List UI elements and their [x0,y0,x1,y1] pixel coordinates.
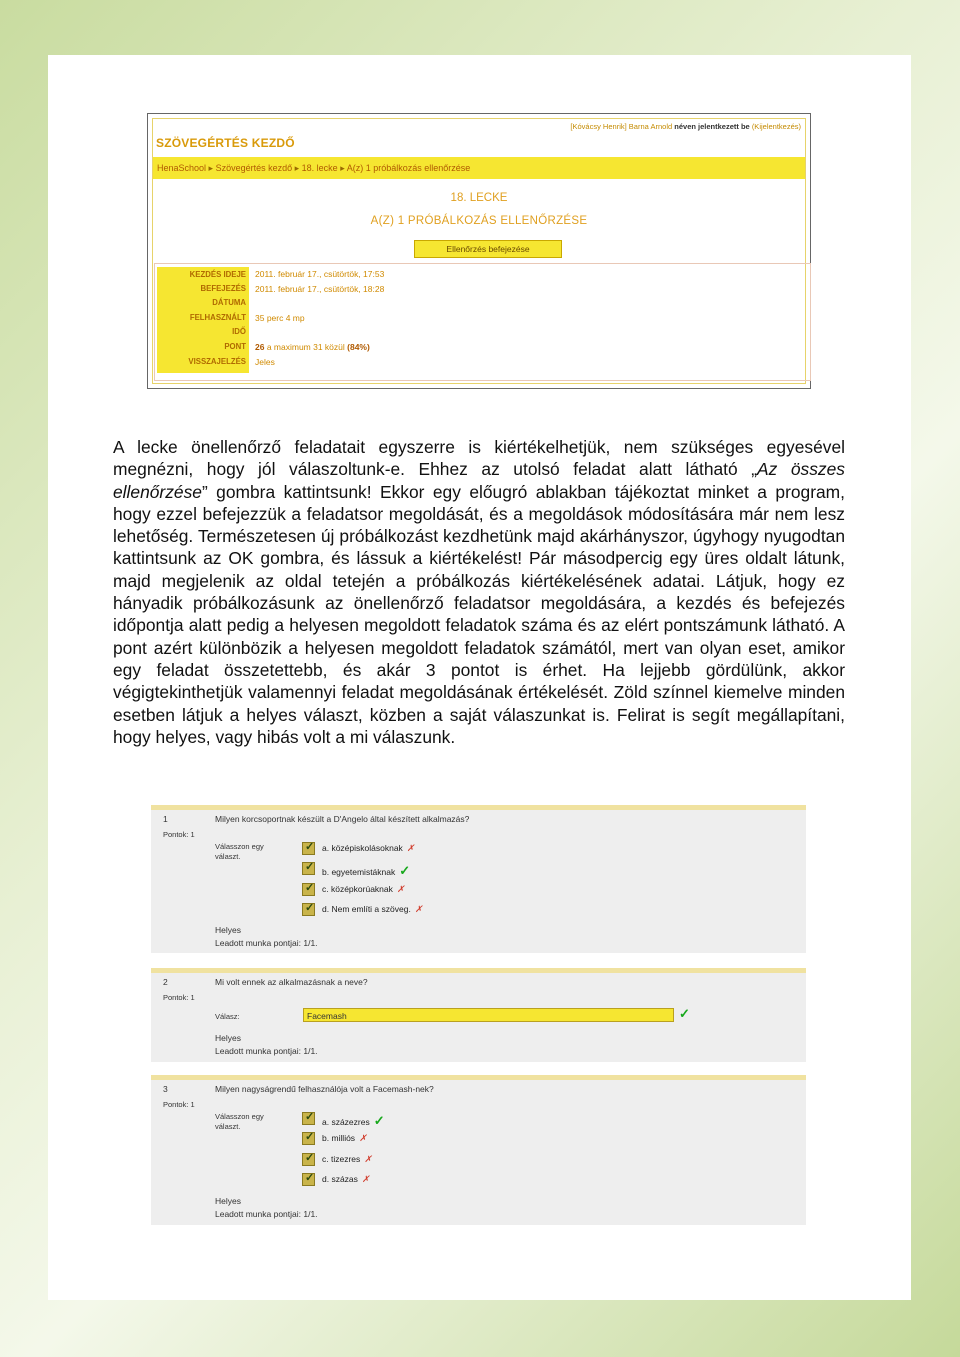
question-text: Mi volt ennek az alkalmazásnak a neve? [215,977,368,987]
wrong-mark-icon: ✗ [361,1174,370,1184]
wrong-mark-icon: ✗ [364,1154,372,1164]
option-label: d. Nem említi a szöveg. [322,904,411,914]
correct-mark-icon: ✓ [373,1113,385,1128]
checkbox-icon[interactable] [302,1153,315,1166]
choose-instruction: Válasszon egy választ. [215,842,264,861]
user-name: Barna Arnold [628,122,673,131]
answer-input[interactable]: Facemash [303,1008,674,1022]
attempt-summary-screenshot [147,113,811,389]
score-label: Leadott munka pontjai: 1/1. [215,1209,318,1219]
question-points: Pontok: 1 [163,1100,195,1109]
option-label: b. milliós [322,1133,356,1143]
paragraph-part-2: ” gombra kattintsunk! Ekkor egy előugró ablakban tájékoztat minket a program, hogy ezzel befejezzük a feladatsor megoldását, és a megoldások módosítására már nem lesz lehetőség. Természetesen új próbálkozást kezdhetünk majd akárhányszor, úgyhogy nyugodtan kattintsunk az OK gombra, és lássuk a kiértékelést! Pár másodpercig egy üres oldalt látunk, majd megjelenik az oldal tetején a próbálkozás kiértékelésének adatai. Látjuk, hogy ez hányadik próbálkozásunk az önellenőrző feladatsor megoldására, a kezdés és befejezés időpontja alatt pedig a helyesen megoldott feladatok száma és az elért pontszámunk látható. A pont azért különbözik a helyesen megoldott feladatok számától, mert van olyan eset, amikor egy feladat összetettebb, és akár 3 pontot is érhet. Ha lejjebb gördülünk, akkor végigtekinthetjük valamennyi feladat megoldásának értékelését. Zöld színnel kiemelve minden esetben látjuk a helyes választ, közben a saját válaszunkat is. Felirat is segít megállapítani, hogy helyes, vagy hibás volt a mi válaszunk. [113,481,845,747]
checkbox-icon[interactable] [302,1173,315,1186]
wrong-mark-icon: ✗ [414,904,423,914]
question-card-3 [151,1075,806,1225]
document-page [48,55,911,1300]
value-feedback: Jeles [255,357,275,367]
attempt-heading: A(Z) 1 PRÓBÁLKOZÁS ELLENŐRZÉSE [370,215,588,227]
breadcrumb-lesson[interactable]: 18. lecke [301,163,338,173]
result-label: Helyes [215,1033,241,1043]
checkbox-icon[interactable] [302,903,315,916]
option-label: c. tizezres [322,1154,361,1164]
option-label: a. középiskolásoknak [322,843,403,853]
site-header [153,119,805,155]
option-label: c. középkorúaknak [322,884,393,894]
value-finish: 2011. február 17., csütörtök, 18:28 [255,284,385,294]
user-link[interactable]: [Kóvácsy Henrik] [570,122,627,131]
result-label: Helyes [215,1196,241,1206]
value-start: 2011. február 17., csütörtök, 17:53 [255,269,385,279]
label-start: KEZDÉS IDEJE [189,270,246,279]
logout-link[interactable]: (Kijelentkezés) [751,122,801,131]
checkbox-icon[interactable] [302,1132,315,1145]
option-label: b. egyetemistáknak [322,867,396,877]
body-paragraph [113,436,845,748]
checkbox-icon[interactable] [302,883,315,896]
question-strip [151,1075,806,1080]
question-number: 2 [163,977,168,987]
paragraph-italic: Az összes ellenőrzése [113,459,845,502]
wrong-mark-icon: ✗ [406,843,415,853]
question-strip [151,805,806,810]
breadcrumb-course[interactable]: Szövegértés kezdő [215,163,293,173]
correct-mark-icon: ✓ [679,1006,690,1021]
checkbox-icon[interactable] [302,862,315,875]
label-used: FELHASZNÁLT [189,313,246,322]
points-percent: (84%) [347,342,370,352]
option-label: a. százezres [322,1117,370,1127]
paragraph-part-1: A lecke önellenőrző feladatait egyszerre is kiértékelhetjük, nem szükséges egyesével megnézni, hogy jól válaszoltunk-e. Ehhez az utolsó feladat alatt látható „ [113,437,845,480]
correct-mark-icon: ✓ [399,863,411,878]
value-points [255,342,370,352]
attempt-info-table [154,263,811,381]
checkbox-icon[interactable] [302,842,315,855]
lesson-heading: 18. LECKE [450,192,508,204]
choose-instruction: Válasszon egy választ. [215,1112,264,1131]
question-points: Pontok: 1 [163,830,195,839]
label-finish: BEFEJEZÉS [200,284,246,293]
question-card-1 [151,805,806,953]
label-time: IDŐ [232,327,246,336]
wrong-mark-icon: ✗ [396,884,405,894]
course-title: SZÖVEGÉRTÉS KEZDŐ [156,136,295,150]
finish-review-button[interactable]: Ellenőrzés befejezése [414,240,562,258]
question-text: Milyen nagyságrendű felhasználója volt a Facemash-nek? [215,1084,434,1094]
login-info [570,122,801,131]
checkbox-icon[interactable] [302,1112,315,1125]
score-label: Leadott munka pontjai: 1/1. [215,1046,318,1056]
breadcrumb: HenaSchool ▸ Szövegértés kezdő ▸ 18. lecke ▸ A(z) 1 próbálkozás ellenőrzése [153,157,805,179]
login-status: néven jelentkezett be [674,122,750,131]
question-points: Pontok: 1 [163,993,195,1002]
wrong-mark-icon: ✗ [359,1133,367,1143]
question-strip [151,968,806,973]
points-earned: 26 [255,342,265,352]
breadcrumb-home[interactable]: HenaSchool [157,163,207,173]
result-label: Helyes [215,925,241,935]
value-time: 35 perc 4 mp [255,313,305,323]
label-date: DÁTUMA [212,298,246,307]
breadcrumb-attempt: A(z) 1 próbálkozás ellenőrzése [346,163,471,173]
answer-label: Válasz: [215,1012,240,1021]
score-label: Leadott munka pontjai: 1/1. [215,938,318,948]
question-text: Milyen korcsoportnak készült a D'Angelo által készített alkalmazás? [215,814,470,824]
points-max: a maximum 31 közül [264,342,348,352]
question-number: 3 [163,1084,168,1094]
info-labels-column [157,267,249,373]
question-card-2 [151,968,806,1062]
question-number: 1 [163,814,168,824]
label-feedback: VISSZAJELZÉS [188,357,246,366]
label-points: PONT [224,342,246,351]
option-label: d. százas [322,1174,358,1184]
